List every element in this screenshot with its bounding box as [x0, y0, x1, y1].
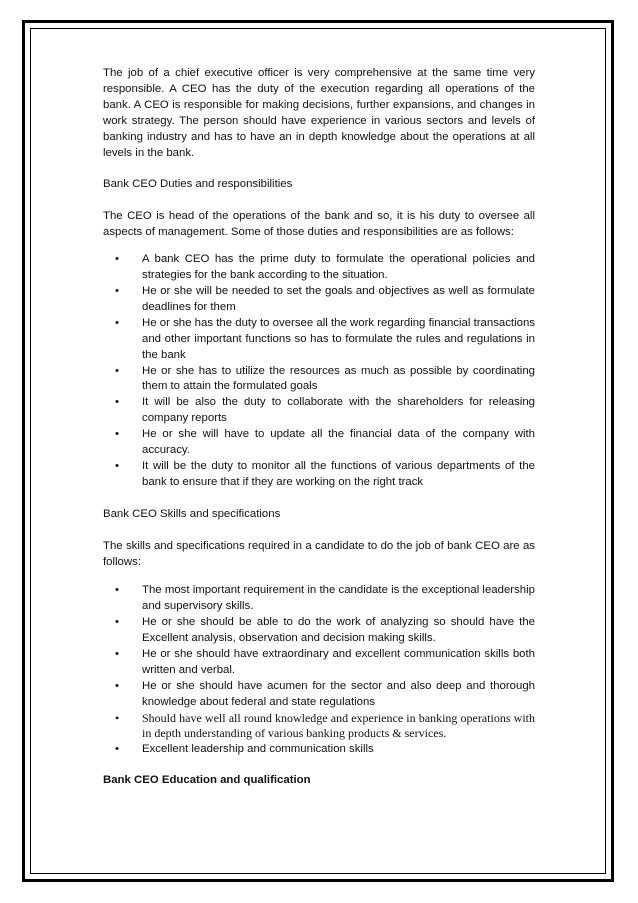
list-item: • A bank CEO has the prime duty to formulate the operational policies and strategies for the bank according to the situation.: [115, 253, 535, 282]
bullet-icon: •: [115, 253, 119, 266]
bullet-icon: •: [115, 648, 119, 661]
list-item: • Should have well all round knowledge and experience in banking operations with in depth understanding of various banking products & services.: [115, 710, 535, 741]
skills-list: [103, 583, 535, 757]
document-body: [103, 66, 535, 789]
bullet-icon: •: [115, 284, 119, 297]
list-item: • It will be also the duty to collaborate with the shareholders for releasing company reports: [115, 396, 535, 425]
bullet-icon: •: [115, 710, 120, 725]
bullet-icon: •: [115, 459, 119, 472]
list-item: • He or she has the duty to oversee all the work regarding financial transactions and other important functions so has to formulate the rules and regulations in the bank: [115, 316, 535, 361]
bullet-icon: •: [115, 316, 119, 329]
bullet-icon: •: [115, 428, 119, 441]
bullet-icon: •: [115, 679, 119, 692]
list-item: • Excellent leadership and communication skills: [103, 742, 535, 758]
list-item: • He or she will be needed to set the goals and objectives as well as formulate deadlines for them: [115, 284, 535, 313]
duties-heading: Bank CEO Duties and responsibilities: [103, 178, 293, 191]
list-item: • He or she should have extraordinary and excellent communication skills both written and verbal.: [115, 648, 535, 676]
list-item: • He or she should have acumen for the sector and also deep and thorough knowledge about federal and state regulations: [115, 679, 535, 708]
bullet-icon: •: [115, 584, 119, 597]
bullet-icon: •: [115, 364, 119, 377]
list-item: • The most important requirement in the candidate is the exceptional leadership and supervisory skills.: [115, 584, 535, 613]
intro-paragraph: The job of a chief executive officer is very comprehensive at the same time very responsible. A CEO has the duty of the execution regarding all operations of the bank. A CEO is responsible for making decisions, further expansions, and changes in work strategy. The person should have experience in various sectors and levels of banking industry and has to have an in depth knowledge about the operations at all levels in the bank.: [103, 67, 535, 159]
list-item: • He or she will have to update all the financial data of the company with accuracy.: [115, 428, 535, 457]
list-item: • It will be the duty to monitor all the functions of various departments of the bank to ensure that if they are working on the right track: [115, 459, 535, 488]
skills-intro: The skills and specifications required in a candidate to do the job of bank CEO are as follows:: [103, 539, 535, 568]
list-item: • He or she has to utilize the resources as much as possible by coordinating them to attain the formulated goals: [115, 364, 535, 393]
skills-heading: Bank CEO Skills and specifications: [103, 507, 281, 520]
duties-intro: The CEO is head of the operations of the bank and so, it is his duty to oversee all aspects of management. Some of those duties and responsibilities are as follows:: [103, 210, 535, 239]
bullet-icon: •: [115, 396, 119, 409]
bullet-icon: •: [115, 742, 119, 755]
bullet-icon: •: [115, 616, 119, 629]
duties-list: [103, 252, 535, 491]
list-item: • He or she should be able to do the work of analyzing so should have the Excellent analysis, observation and decision making skills.: [115, 616, 535, 645]
education-heading: Bank CEO Education and qualification: [103, 774, 311, 787]
